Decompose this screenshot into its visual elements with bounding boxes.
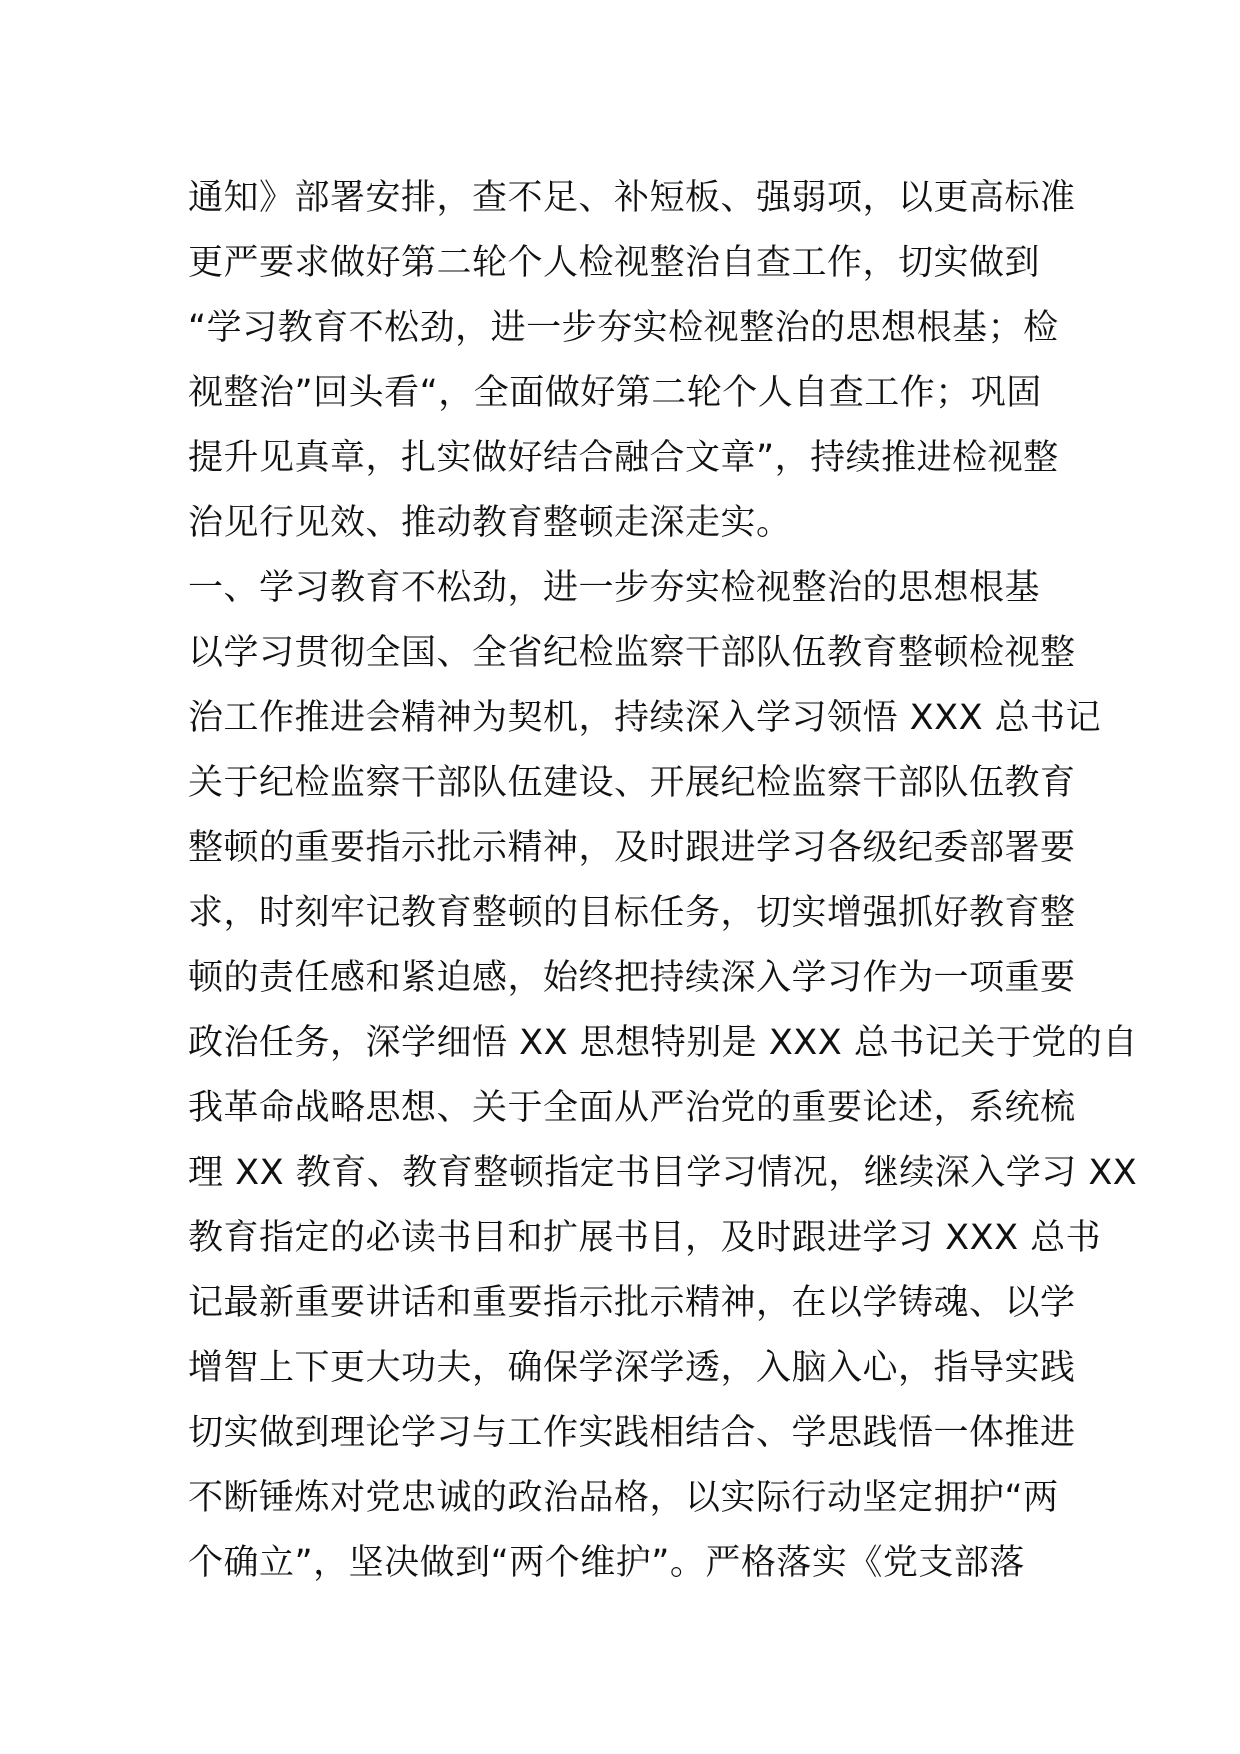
- section-heading: 一、学习教育不松劲，进一步夯实检视整治的思想根基: [188, 568, 1041, 608]
- body-line: 教育指定的必读书目和扩展书目，及时跟进学习 XXX 总书: [188, 1218, 1102, 1258]
- intro-line: “学习教育不松劲，进一步夯实检视整治的思想根基；检: [188, 308, 1059, 348]
- body-line: 顿的责任感和紧迫感，始终把持续深入学习作为一项重要: [188, 958, 1076, 998]
- body-line: 增智上下更大功夫，确保学深学透，入脑入心，指导实践: [188, 1348, 1076, 1388]
- body-line: 理 XX 教育、教育整顿指定书目学习情况，继续深入学习 XX: [188, 1153, 1138, 1193]
- body-line: 切实做到理论学习与工作实践相结合、学思践悟一体推进: [188, 1413, 1076, 1453]
- intro-line: 提升见真章，扎实做好结合融合文章”，持续推进检视整: [188, 438, 1059, 478]
- body-line: 记最新重要讲话和重要指示批示精神，在以学铸魂、以学: [188, 1283, 1076, 1323]
- document-text-block: [188, 166, 1138, 1596]
- intro-line: 治见行见效、推动教育整顿走深走实。: [188, 503, 792, 543]
- body-line: 个确立”，坚决做到“两个维护”。严格落实《党支部落: [188, 1543, 1025, 1583]
- body-line: 整顿的重要指示批示精神，及时跟进学习各级纪委部署要: [188, 828, 1076, 868]
- body-line: 治工作推进会精神为契机，持续深入学习领悟 XXX 总书记: [188, 698, 1102, 738]
- body-line: 以学习贯彻全国、全省纪检监察干部队伍教育整顿检视整: [188, 633, 1076, 673]
- body-line: 不断锤炼对党忠诚的政治品格，以实际行动坚定拥护“两: [188, 1478, 1059, 1518]
- body-line: 求，时刻牢记教育整顿的目标任务，切实增强抓好教育整: [188, 893, 1076, 933]
- body-line: 我革命战略思想、关于全面从严治党的重要论述，系统梳: [188, 1088, 1076, 1128]
- intro-line: 通知》部署安排，查不足、补短板、强弱项，以更高标准: [188, 178, 1076, 218]
- body-line: 政治任务，深学细悟 XX 思想特别是 XXX 总书记关于党的自: [188, 1023, 1138, 1063]
- body-line: 关于纪检监察干部队伍建设、开展纪检监察干部队伍教育: [188, 763, 1076, 803]
- intro-line: 更严要求做好第二轮个人检视整治自查工作，切实做到: [188, 243, 1041, 283]
- intro-line: 视整治”回头看“，全面做好第二轮个人自查工作；巩固: [188, 373, 1042, 413]
